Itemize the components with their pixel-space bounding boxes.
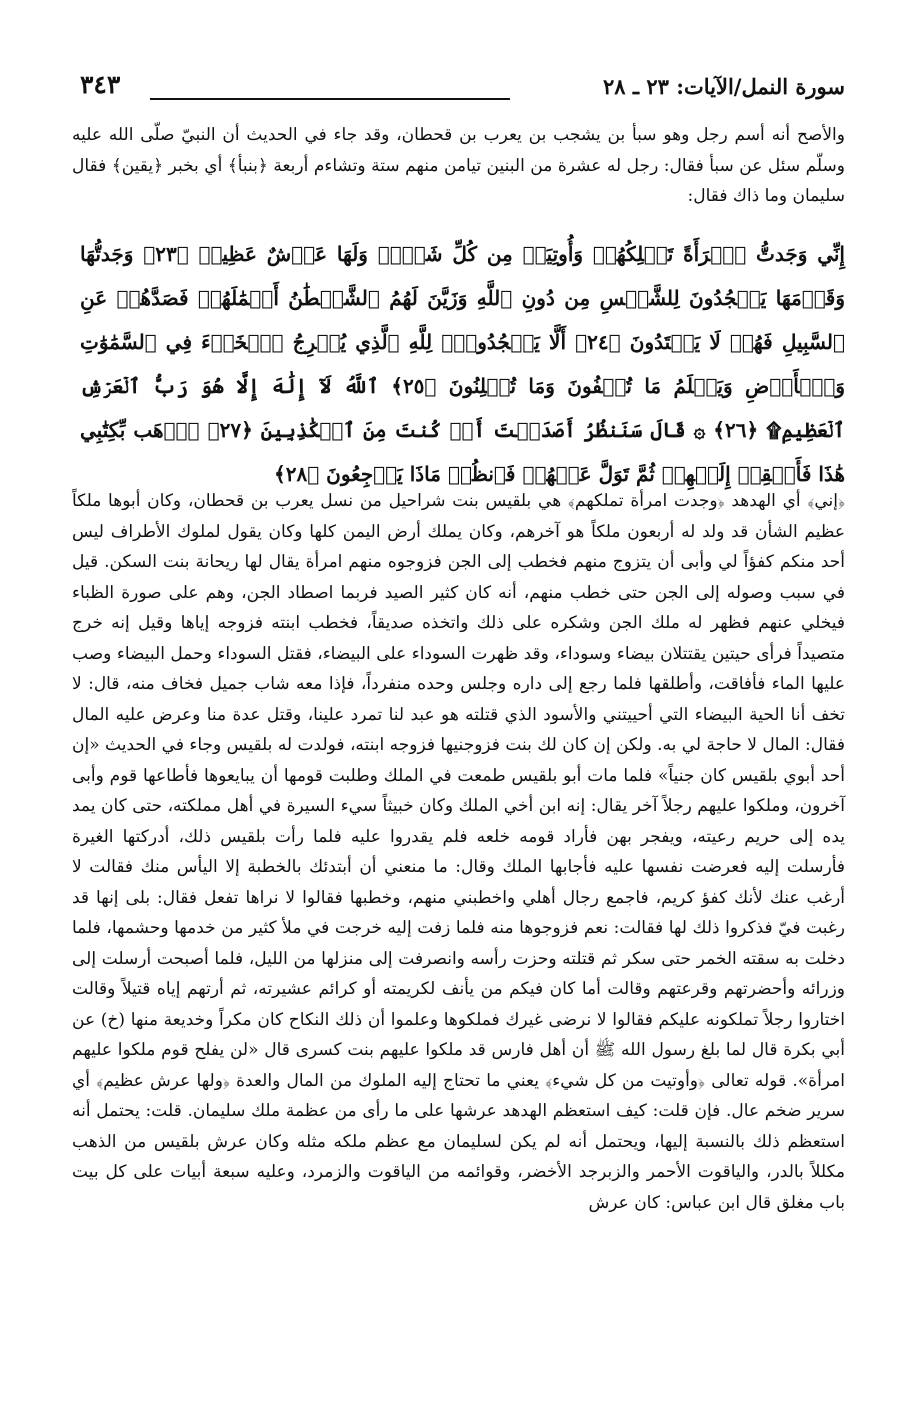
intro-paragraph: والأصح أنه أسم رجل وهو سبأ بن يشجب بن يعرب بن قحطان، وقد جاء في الحديث أن النبيّ صلّى الله عليه وسلّم سئل عن سبأ فقال: رجل له عشرة من البنين تيامن منهم ستة وتشاءم أربعة ﴿بنبأ﴾ أي بخبر ﴿يقين﴾ فقال سليمان وما ذاك فقال: [72,125,845,206]
running-title: سورة النمل/الآيات: ٢٣ ـ ٢٨ [603,74,845,99]
commentary-section [72,486,845,1218]
intro-section [72,120,845,212]
verses-text: إِنِّي وَجَدتُّ ٱمۡرَأَةً تَمۡلِكُهُمۡ وَأُوتِيَتۡ مِن كُلِّ شَيۡءٖ وَلَهَا عَرۡشٌ عَظِيمٞ ﴿٢٣﴾ وَجَدتُّهَا وَقَوۡمَهَا يَسۡجُدُونَ لِلشَّمۡسِ مِن دُونِ ٱللَّهِ وَزَيَّنَ لَهُمُ ٱلشَّيۡطَٰنُ أَعۡمَٰلَهُمۡ فَصَدَّهُمۡ عَنِ ٱلسَّبِيلِ فَهُمۡ لَا يَهۡتَدُونَ ﴿٢٤﴾ أَلَّا يَسۡجُدُواْۤ لِلَّهِ ٱلَّذِي يُخۡرِجُ ٱلۡخَبۡءَ فِي ٱلسَّمَٰوَٰتِ وَٱلۡأَرۡضِ وَيَعۡلَمُ مَا تُخۡفُونَ وَمَا تُعۡلِنُونَ ﴿٢٥﴾ ٱللَّهُ لَآ إِلَٰهَ إِلَّا هُوَ رَبُّ ٱلۡعَرۡشِ ٱلۡعَظِيمِ۩ ﴿٢٦﴾ ۞ قَالَ سَنَنظُرُ أَصَدَقۡتَ أَمۡ كُنتَ مِنَ ٱلۡكَٰذِبِينَ ﴿٢٧﴾ ٱذۡهَب بِّكِتَٰبِي هَٰذَا فَأَلۡقِهۡ إِلَيۡهِمۡ ثُمَّ تَوَلَّ عَنۡهُمۡ فَٱنظُرۡ مَاذَا يَرۡجِعُونَ ﴿٢٨﴾ [80,242,846,486]
quran-verses [80,232,845,496]
page-number: ٣٤٣ [80,70,121,99]
commentary-paragraph: ﴿إني﴾ أي الهدهد ﴿وجدت امرأة تملكهم﴾ هي بلقيس بنت شراحيل من نسل يعرب بن قحطان، وكان أبوها ملكاً عظيم الشأن قد ولد له أربعون ملكاً هو آخرهم، وكان يملك أرض اليمن كلها وكان يقول لملوك الأطراف ليس أحد منكم كفؤاً لي وأبى أن يتزوج منهم فخطب إلى الجن فزوجوه منهم امرأة يقال لها ريحانة بنت السكن. قيل في سبب وصوله إلى الجن حتى خطب منهم، أنه كان كثير الصيد فربما اصطاد الجن، وهم على صورة الظباء فيخلي عنهم فظهر له ملك الجن وشكره على ذلك واتخذه صديقاً، فخطب ابنته فزوجه إياها وقيل إنه خرج متصيداً فرأى حيتين يقتتلان بيضاء وسوداء، وقد ظهرت السوداء على البيضاء، فقتل السوداء وحمل البيضاء وصب عليها الماء فأفاقت، وأطلقها فلما رجع إلى داره وجلس وحده منفرداً، فإذا معه شاب جميل فخاف منه، قال: لا تخف أنا الحية البيضاء التي أحييتني والأسود الذي قتلته هو عبد لنا تمرد علينا، وقتل عدة منا وعرض عليه المال فقال: المال لا حاجة لي به. ولكن إن كان لك بنت فزوجنيها فزوجه ابنته، فولدت له بلقيس وجاء في الحديث «إن أحد أبوي بلقيس كان جنياً» فلما مات أبو بلقيس طمعت في الملك وطلبت قومها أن يبايعوها فأطاعها قوم وأبى آخرون، وملكوا عليهم رجلاً آخر يقال: إنه ابن أخي الملك وكان خبيثاً سيء السيرة في أهل مملكته، حتى كان يمد يده إلى حريم رعيته، ويفجر بهن فأراد قومه خلعه فلم يقدروا عليه فلما رأت بلقيس ذلك، أدركتها الغيرة فأرسلت إليه فعرضت نفسها عليه فأجابها الملك وقال: ما منعني أن أبتدئك بالخطبة إلا اليأس منك فقالت لا أرغب عنك لأنك كفؤ كريم، فاجمع رجال أهلي واخطبني منهم، وخطبها فقالوا لا نراها تفعل فقال: بلى إنها قد رغبت فيّ فذكروا ذلك لها فقالت: نعم فزوجوها منه فلما زفت إليه خرجت في ملأ كثير من خدمها وحشمها، فلما دخلت به سقته الخمر حتى سكر ثم قتلته وحزت رأسه وانصرفت إلى منزلها من الليل، فلما أصبحت أرسلت إلى وزرائه وأحضرتهم وقرعتهم وقالت أما كان فيكم من يأنف لكريمته أو كرائم عشيرته، ثم أرتهم إياه قتيلاً وقالت اختاروا رجلاً تملكونه عليكم فقالوا لا نرضى غيرك فملكوها وعلموا أن ذلك النكاح كان مكراً وخديعة منها (خ) عن أبي بكرة قال لما بلغ رسول الله ﷺ أن أهل فارس قد ملكوا عليهم بنت كسرى قال «لن يفلح قوم ملكوا عليهم امرأة». قوله تعالى ﴿وأوتيت من كل شيء﴾ يعني ما تحتاج إليه الملوك من المال والعدة ﴿ولها عرش عظيم﴾ أي سرير ضخم عال. فإن قلت: كيف استعظم الهدهد عرشها على ما رأى من عظمة ملك سليمان. قلت: يحتمل أنه استعظم ذلك بالنسبة إليها، ويحتمل أنه لم يكن لسليمان مع عظم ملكه مثله وكان عرش بلقيس من الذهب مكللاً بالدر، والياقوت الأحمر والزبرجد الأخضر، وقوائمه من الياقوت والزمرد، وعليه سبعة أبيات على كل بيت باب مغلق قال ابن عباس: كان عرش [72,491,845,1213]
header-rule [150,98,510,100]
page-header [80,68,845,108]
